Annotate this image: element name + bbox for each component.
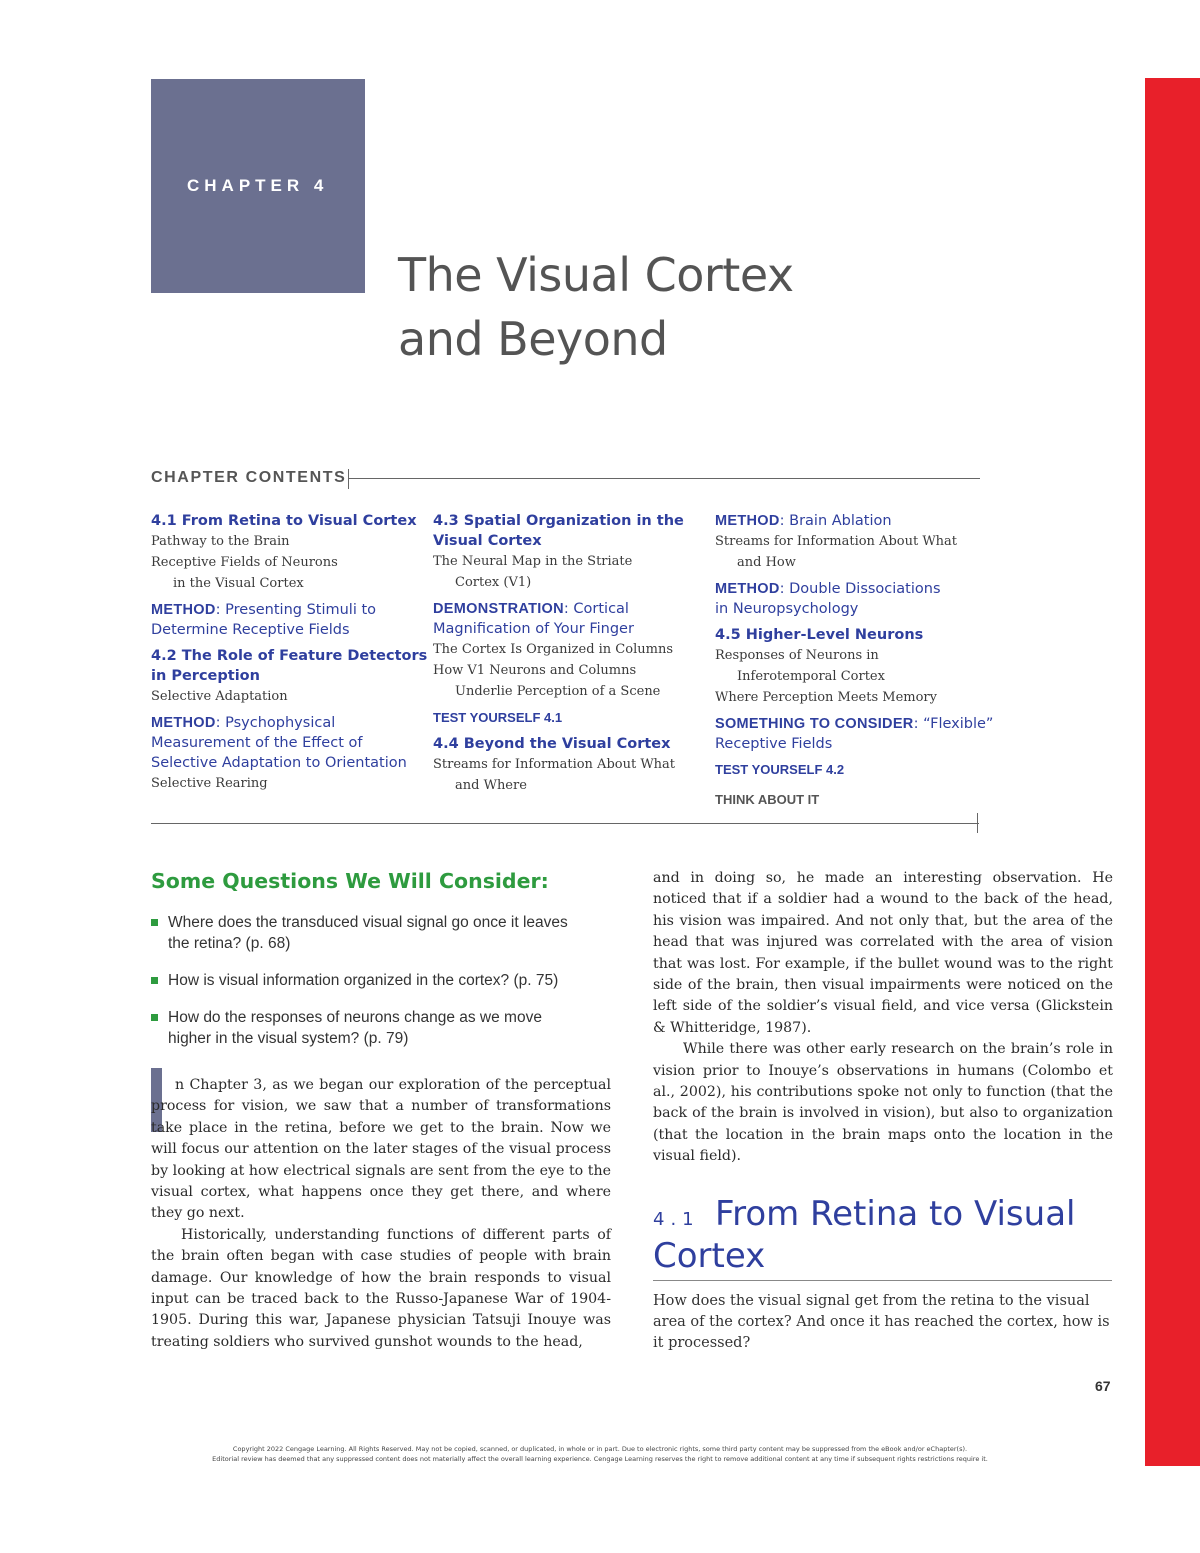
question-text-line-2: higher in the visual system? (p. 79) xyxy=(168,1030,409,1047)
body-paragraph: Historically, understanding functions of different parts of the brain often began with case studies of people with brain damage. Our knowledge of how the brain responds to visual input can be traced back to the Russo-Japanese War of 1904-1905. During this war, Japanese physician Tatsuji Inouye was treating soldiers who survived gunshot wounds to the head, xyxy=(151,1226,611,1350)
toc-method-text: : Double Dissociations xyxy=(779,581,941,597)
toc-method[interactable] xyxy=(715,579,993,599)
question-item xyxy=(151,912,611,954)
body-paragraph: While there was other early research on the brain’s role in vision prior to Inouye’s observations in humans (Colombo et al., 2002), his contributions spoke not only to function (that the back of the brain is involved in vision), but also to organization (that the location in the brain maps onto the location in the visual field). xyxy=(653,1041,1113,1165)
toc-item[interactable]: Pathway to the Brain xyxy=(151,534,290,549)
copyright-line-2: Editorial review has deemed that any suppressed content does not materially affect the overall learning experience. Cengage Learning reserves the right to remove additional content at any time if subsequent rights restrictions require it. xyxy=(212,1455,988,1463)
toc-item-cont[interactable]: and How xyxy=(737,555,796,570)
toc-think-about-it[interactable]: THINK ABOUT IT xyxy=(715,792,820,807)
demonstration-tag: DEMONSTRATION xyxy=(433,601,564,617)
toc-section-4-2-cont[interactable]: in Perception xyxy=(151,668,260,684)
toc-item[interactable]: The Neural Map in the Striate xyxy=(433,554,633,569)
toc-method[interactable] xyxy=(151,600,427,620)
toc-item-cont[interactable]: Inferotemporal Cortex xyxy=(737,669,885,684)
toc-item[interactable]: Where Perception Meets Memory xyxy=(715,690,937,705)
toc-section-4-5[interactable]: 4.5 Higher-Level Neurons xyxy=(715,627,924,643)
toc-item[interactable]: Selective Rearing xyxy=(151,776,268,791)
question-item xyxy=(151,970,611,991)
toc-item[interactable]: Streams for Information About What xyxy=(715,534,958,549)
bullet-square-icon xyxy=(151,919,158,926)
toc-demonstration-cont[interactable]: Magnification of Your Finger xyxy=(433,621,634,637)
body-paragraph: n Chapter 3, as we began our exploration of the perceptual process for vision, we saw that a number of transformations take place in the retina, before we get to the brain. Now we will focus our attention on the later stages of the visual process by looking at how electrical signals are sent from the eye to the visual cortex, what happens once they get there, and where they go next. xyxy=(151,1077,611,1222)
toc-method-cont[interactable]: Determine Receptive Fields xyxy=(151,622,350,638)
body-text-left xyxy=(151,1075,611,1353)
toc-item[interactable]: The Cortex Is Organized in Columns xyxy=(433,642,673,657)
copyright-line-1: Copyright 2022 Cengage Learning. All Rights Reserved. May not be copied, scanned, or duplicated, in whole or in part. Due to electronic rights, some third party content may be suppressed from the eBook and/or eChapter(s). xyxy=(232,1445,968,1453)
toc-section-4-3[interactable]: 4.3 Spatial Organization in the xyxy=(433,513,684,529)
method-tag: METHOD xyxy=(151,715,216,731)
toc-item-cont[interactable]: in the Visual Cortex xyxy=(173,576,304,591)
toc-method-text: : Psychophysical xyxy=(215,715,336,731)
contents-column-3 xyxy=(715,511,993,810)
toc-section-4-4[interactable]: 4.4 Beyond the Visual Cortex xyxy=(433,736,671,752)
toc-item[interactable]: Streams for Information About What xyxy=(433,757,676,772)
toc-section-4-3-cont[interactable]: Visual Cortex xyxy=(433,533,542,549)
contents-bottom-rule xyxy=(151,823,979,824)
toc-test-yourself-4-1[interactable]: TEST YOURSELF 4.1 xyxy=(433,710,563,725)
chapter-title-line-2: and Beyond xyxy=(398,312,668,366)
toc-item[interactable]: How V1 Neurons and Columns xyxy=(433,663,637,678)
question-text-line-2: the retina? (p. 68) xyxy=(168,935,291,952)
chapter-contents-heading: CHAPTER CONTENTS xyxy=(151,469,347,486)
toc-test-yourself-4-2[interactable]: TEST YOURSELF 4.2 xyxy=(715,762,845,777)
toc-item[interactable]: Responses of Neurons in xyxy=(715,648,879,663)
toc-method-cont[interactable]: Selective Adaptation to Orientation xyxy=(151,755,407,771)
toc-method-text: : Presenting Stimuli to xyxy=(215,602,377,618)
contents-column-2 xyxy=(433,511,684,796)
toc-method[interactable] xyxy=(715,511,993,531)
toc-section-4-1[interactable]: 4.1 From Retina to Visual Cortex xyxy=(151,513,417,529)
section-intro: How does the visual signal get from the retina to the visual area of the cortex? And once it has reached the cortex, how is it processed? xyxy=(653,1293,1110,1351)
contents-column-1 xyxy=(151,511,427,794)
questions-heading: Some Questions We Will Consider: xyxy=(151,869,549,893)
toc-demonstration[interactable] xyxy=(433,599,684,619)
method-tag: METHOD xyxy=(715,581,780,597)
page-edge-color-bar xyxy=(1145,78,1200,1466)
page-number: 67 xyxy=(1095,1378,1111,1394)
chapter-title-line-1: The Visual Cortex xyxy=(398,248,794,302)
bullet-square-icon xyxy=(151,1014,158,1021)
bullet-square-icon xyxy=(151,977,158,984)
toc-demonstration-text: : Cortical xyxy=(563,601,629,617)
toc-item[interactable]: Selective Adaptation xyxy=(151,689,288,704)
toc-method[interactable] xyxy=(151,713,427,733)
question-text-line-1: How is visual information organized in the cortex? (p. 75) xyxy=(168,972,559,989)
toc-method-text: : Brain Ablation xyxy=(779,513,892,529)
contents-top-rule xyxy=(348,478,980,479)
method-tag: METHOD xyxy=(151,602,216,618)
method-tag: METHOD xyxy=(715,513,780,529)
chapter-label-box xyxy=(151,79,365,293)
toc-stc-text: : “Flexible” xyxy=(913,716,994,732)
section-number: 4.1 xyxy=(653,1209,700,1230)
section-title: From Retina to Visual Cortex xyxy=(653,1194,1076,1276)
something-to-consider-tag: SOMETHING TO CONSIDER xyxy=(715,716,914,732)
toc-something-to-consider[interactable] xyxy=(715,714,993,734)
question-text-line-1: How do the responses of neurons change as we move xyxy=(168,1009,542,1026)
contents-bottom-rule-tick xyxy=(977,813,978,833)
toc-section-4-2[interactable]: 4.2 The Role of Feature Detectors xyxy=(151,648,428,664)
toc-method-cont[interactable]: Measurement of the Effect of xyxy=(151,735,363,751)
chapter-label: CHAPTER 4 xyxy=(187,176,329,195)
toc-method-cont[interactable]: in Neuropsychology xyxy=(715,601,859,617)
toc-item-cont[interactable]: Cortex (V1) xyxy=(455,575,532,590)
toc-item-cont[interactable]: Underlie Perception of a Scene xyxy=(455,684,661,699)
question-text-line-1: Where does the transduced visual signal go once it leaves xyxy=(168,914,568,931)
toc-item[interactable]: Receptive Fields of Neurons xyxy=(151,555,338,570)
body-text-right xyxy=(653,868,1113,1168)
toc-stc-cont[interactable]: Receptive Fields xyxy=(715,736,833,752)
question-item xyxy=(151,1007,611,1049)
chapter-title xyxy=(398,243,794,371)
section-title-rule xyxy=(653,1280,1112,1281)
contents-top-rule-tick xyxy=(348,469,349,489)
toc-item-cont[interactable]: and Where xyxy=(455,778,527,793)
body-paragraph: and in doing so, he made an interesting observation. He noticed that if a soldier had a wound to the back of the head, his vision was impaired. And not only that, but the area of the head that was injured was correlated with the area of vision that was lost. For example, if the bullet wound was to the right side of the brain, then visual impairments were noticed on the left side of the soldier’s visual field, and vice versa (Glickstein & Whitteridge, 1987). xyxy=(653,870,1113,1036)
